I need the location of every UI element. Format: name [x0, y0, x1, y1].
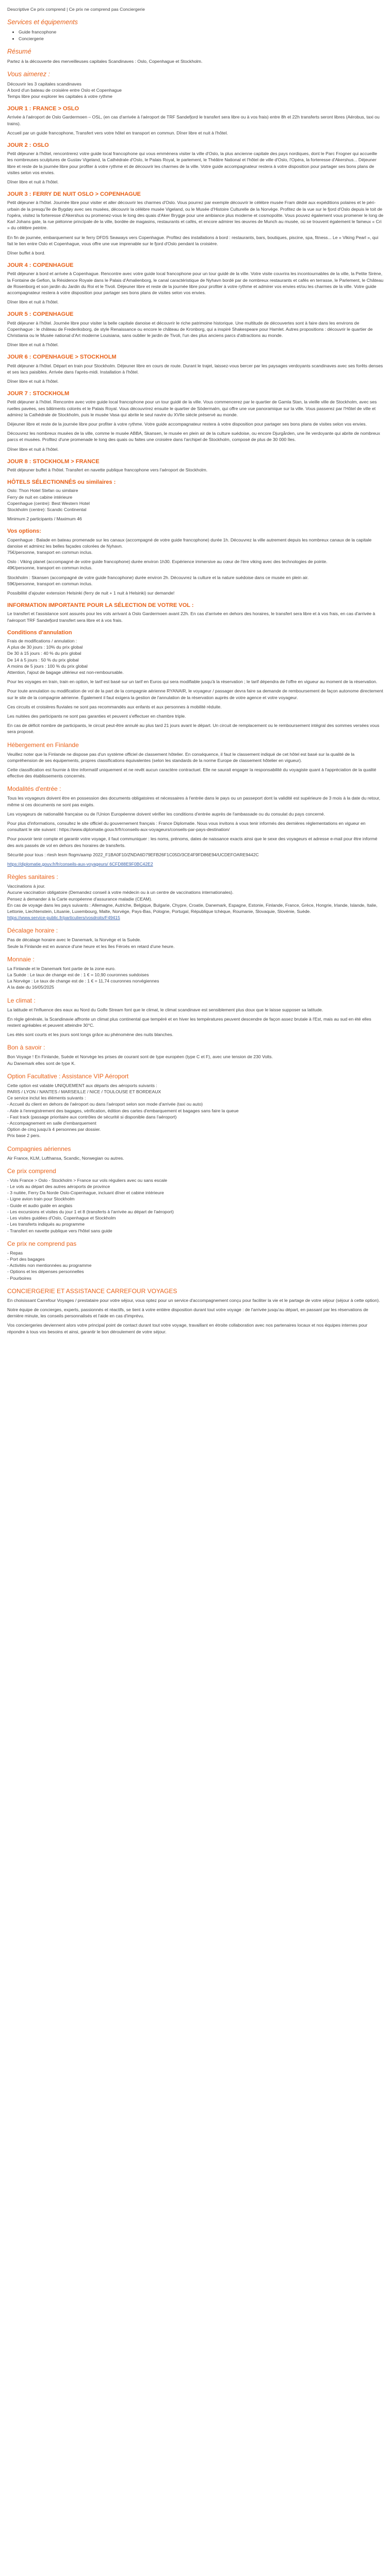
non-inclus-item: - Options et les dépenses personnelles	[7, 1269, 84, 1275]
conditions-line: Attention, l'ajout de bagage ultérieur est non-remboursable.	[7, 669, 124, 675]
inclus-item: - Guide et audio guide en anglais	[7, 1202, 73, 1208]
conditions-line: A moins de 5 jours : 100 % du prix global	[7, 663, 88, 669]
conditions-line: De 14 à 5 jours : 50 % du prix global	[7, 657, 79, 663]
regles-text: En cas de voyage dans les pays suivants : Allemagne, Autriche, Belgique, Bulgarie, Chypre, Croatie, Danemark, Espagne, Estonie, Finlande, France, Grèce, Hongrie, Irlande, Islande, Italie, Lettonie, Liechtenstein, Lituanie, Luxembourg, Malte, Norvège, Pays-Bas, Pologne, Portugal, République tchèque, Roumanie, Slovaquie, Slovénie, Suède.	[7, 902, 378, 914]
hotel-line: Copenhague (centre): Best Western Hotel	[7, 500, 90, 506]
conciergerie-heading: CONCIERGERIE ET ASSISTANCE CARREFOUR VOYAGES	[7, 1287, 177, 1295]
hotels-note: Minimum 2 participants / Maximum 46	[7, 516, 82, 522]
climat-text: Les étés sont courts et les jours sont longs grâce au phénomène des nuits blanches.	[7, 1032, 173, 1038]
assistance-text: - Aide à l'enregistrement des bagages, vérification, édition des cartes d'embarquement et bagages sans faire la queue	[7, 1108, 239, 1113]
day-heading: JOUR 5 : COPENHAGUE	[7, 311, 74, 318]
day-text: Déjeuner libre et reste de la journée libre pour profiter à votre rythme. Votre guide accompagnateur restera à votre disposition pour partager ses bons plans de visites selon vos envies.	[7, 421, 367, 427]
modalites-text: Les voyageurs de nationalité française ou de l'Union Européenne doivent vérifier les conditions d'entrée auprès de l'ambassade ou du consulat du pays concerné.	[7, 811, 325, 817]
vous-aimerez-heading: Vous aimerez :	[7, 71, 50, 78]
hotel-line: Ferry de nuit en cabine intérieure	[7, 494, 73, 500]
climat-text: En règle générale, la Scandinavie affronte un climat plus continental que tempéré et en hiver les températures peuvent descendre de façon assez brutale à l'Est, mais au sud en été elles restent agréables et peuvent atteindre 30°C.	[7, 1016, 371, 1028]
non-inclus-item: - Port des bagages	[7, 1256, 45, 1262]
inclus-item: - Ligne avion train pour Stockholm	[7, 1196, 75, 1202]
assistance-text: Cette option est valable UNIQUEMENT aux départs des aéroports suivants :	[7, 1082, 157, 1088]
monnaie-text: La Suède : Le taux de change est de : 1 € = 10,90 couronnes suédoises	[7, 972, 149, 978]
options-heading: Vos options:	[7, 528, 41, 535]
climat-text: La latitude et l'influence des eaux au Nord du Golfe Stream font que le climat, le climat scandinave est sensiblement plus doux que le laisse supposer sa latitude.	[7, 1007, 323, 1012]
vous-aimerez-line: A bord d'un bateau de croisière entre Oslo et Copenhague	[7, 87, 122, 93]
day-text: Petit déjeuner à l'hôtel. Journée libre pour visiter la belle capitale danoise et découvrir le riche patrimoine historique. Une multitude de découvertes sont à faire dans les environs de Copenhague : le château de Frederiksborg, de style Renaissance ou encore le château de Kronborg, qui a inspiré Shakespeare pour Hamlet. Autres propositions : découvrir le quartier de Christiania ou le Musée national d'Art moderne Louisiana, sans oublier le jardin de Tivoli, l'un des plus anciens parcs d'attractions au monde.	[7, 320, 373, 338]
assistance-text: Prix base 2 pers.	[7, 1133, 41, 1139]
non-inclus-item: - Repas	[7, 1250, 23, 1256]
day-heading: JOUR 1 : FRANCE > OSLO	[7, 106, 79, 112]
inclus-item: - Les visites guidées d'Oslo, Copenhague et Stockholm	[7, 1215, 116, 1221]
document-title-line: Descriptive Ce prix comprend | Ce prix ne comprend pas Conciergerie	[7, 7, 145, 12]
modalites-text: Pour pouvoir tenir compte et garantir votre voyage, il faut communiquer : les noms, prénoms, dates de naissance exacts ainsi que le sexe des voyageurs et adresse e-mail pour être informé des avis passés de vol en dehors des horaires de transferts.	[7, 836, 378, 848]
option-extension: Possibilité d'ajouter extension Helsinki (ferry de nuit + 1 nuit à Helsinki) sur demande!	[7, 590, 175, 596]
assistance-text: - Accompagnement en salle d'embarquement	[7, 1121, 96, 1126]
modalites-text: Tous les voyageurs doivent être en possession des documents obligatoires et nécessaires à l'entrée dans le pays ou un passeport dont la validité est supérieure de 3 mois à la date du retour, même si ces documents ne sont pas exigés.	[7, 795, 380, 807]
non-inclus-heading: Ce prix ne comprend pas	[7, 1240, 77, 1247]
assistance-text: PARIS / LYON / NANTES / MARSEILLE / NICE / TOULOUSE ET BORDEAUX	[7, 1089, 161, 1095]
day-text: Découvrez les nombreux musées de la ville, comme le musée ABBA, Skansen, le musée en plein air de la culture suédoise, ou encore Djurgården, une île verdoyante qui abrite de nombreux parcs et musées. Profitez d'une promenade le long des quais ou faites une croisière dans l'archipel de Stockholm, composé de plus de 30 000 îles.	[7, 431, 380, 443]
regles-text: Pensez à demander à la Carte européenne d'assurance maladie (CEAM).	[7, 896, 153, 902]
conditions-line: De 30 à 15 jours : 40 % du prix global	[7, 651, 82, 656]
inclus-item: - Transfert en navette publique vers l'hôtel sans guide	[7, 1228, 112, 1233]
day-text: Arrivée à l'aéroport de Oslo Gardermoen – OSL, (en cas d'arrivée à l'aéroport de TRF Sandefjord le transfert sera libre ou à vos frais) entre 8h et 22h transferts seront libres (Aérobus, taxi ou trains).	[7, 114, 380, 126]
inclus-item: - Le vols au départ des autres aéroports de province	[7, 1184, 110, 1190]
day-text: Petit déjeuner à l'hôtel. Rencontre avec votre guide local francophone pour un tour guidé de la ville. Vous commencerez par le quartier de Gamla Stan, la vieille ville de Stockholm, avec ses ruelles pavées, ses bâtiments colorés et le Palais Royal. Vous découvrirez ensuite le quartier de Södermalm, qui offre une vue panoramique sur la ville. Vous passerez par l'Hôtel de ville et admirez la Cathédrale de Stockholm, puis le musée Vasa qui abrite le seul navire du XVIIe siècle préservé au monde.	[7, 399, 377, 417]
conditions-text: Pour toute annulation ou modification de vol de la part de la compagnie aérienne RYANAIR, le voyageur / passager devra faire sa demande de remboursement de façon autonome directement sur le site de la compagnie aérienne. Également il faut exigera la gestion de l'annulation de la réservation auprès de votre agence et votre voyageur.	[7, 688, 383, 700]
day-text: Dîner libre et nuit à l'hôtel.	[7, 342, 59, 348]
bon-savoir-text: Bon Voyage ! En Finlande, Suède et Norvège les prises de courant sont de type européen (type C et F), avec une tension de 230 Volts.	[7, 1054, 273, 1060]
day-heading: JOUR 8 : STOCKHOLM > FRANCE	[7, 458, 100, 465]
non-inclus-item: - Pourboires	[7, 1275, 31, 1281]
day-text: Dîner libre et nuit à l'hôtel.	[7, 446, 59, 452]
monnaie-text: La Norvège : Le taux de change est de : 1 € = 11,74 couronnes norvégiennes	[7, 978, 159, 984]
day-heading: JOUR 4 : COPENHAGUE	[7, 262, 74, 269]
day-text: Petit déjeuner à l'hôtel. Départ en train pour Stockholm. Déjeuner libre en cours de route. Durant le trajet, laissez-vous bercer par les paysages verdoyants scandinaves avec ses forêts denses et ses lacs paisibles. Arrivée dans l'après-midi. Installation à l'hôtel.	[7, 363, 383, 375]
regles-link[interactable]	[7, 914, 384, 921]
day-text: Petit déjeuner à bord et arrivée à Copenhague. Rencontre avec votre guide local francophone pour un tour guidé de la ville. Votre visite couvrira les incontournables de la ville, la Petite Sirène, la Fontaine de Gefion, la Résidence Royale dans le Palais d'Amalienborg, le canal caractéristique de Nyhavn bordé par de nombreux restaurants et cafés en terrasse, le Parlement, le Château de Rosenborg et son jardin du Jardin du Roi et le Tivoli. Déjeuner libre et reste de la journée libre pour profiter à votre rythme et admirer vos envies et/ou les charmes de la ville. Votre guide accompagnateur restera à votre disposition pour partager ses bons plans de visites selon vos envies.	[7, 271, 384, 295]
conditions-text: Ces circuits et croisières fluviales ne sont pas recommandés aux enfants et aux personnes à mobilité réduite.	[7, 704, 222, 709]
day-text: Accueil par un guide francophone, Transfert vers votre hôtel en transport en commun. Dîner libre et nuit à l'hôtel.	[7, 130, 228, 135]
finland-text: Cette classification est fournie à titre informatif uniquement et ne revêt aucun caractère contractuel. Elle ne saurait engager la responsabilité du voyagiste quant à l'appréciation de la qualité effective des établissements concernés.	[7, 767, 377, 779]
conciergerie-text: Vos conciergeries deviennent alors votre principal point de contact durant tout votre voyage, travaillant en étroite collaboration avec nos partenaires locaux et nos équipes internes pour répondre à tous vos besoins et ainsi, garantir le bon déroulement de votre séjour.	[7, 1323, 368, 1334]
option-text: Oslo : Viking planet (accompagné de votre guide francophone) durée environ 1h30. Expérience immersive au cœur de l'ère viking avec des technologies de pointe.	[7, 559, 328, 565]
modalites-text: Pour plus d'informations, consultez le site officiel du gouvernement français : France Diplomatie. Nous vous invitons à vous tenir informés des dernières réglementations en vigueur en consultant le site suivant : https://www.diplomatie.gouv.fr/fr/conseils-aux-voyageurs/conseils-par-pays-destination/	[7, 820, 366, 833]
decalage-heading: Décalage horaire :	[7, 927, 58, 935]
day-heading: JOUR 3 : FERRY DE NUIT OSLO > COPENHAGUE	[7, 191, 141, 198]
conditions-line: A plus de 30 jours : 10% du prix global	[7, 645, 83, 650]
decalage-text: Pas de décalage horaire avec le Danemark, la Norvège et la Suède.	[7, 937, 141, 943]
option-text: Copenhague : Balade en bateau promenade sur les canaux (accompagné de votre guide francophone) durée 1h. Découvrez la ville autrement depuis les nombreux canaux de la capitale danoise et admirez les belles façades colorées de Nyhavn.	[7, 537, 372, 549]
compagnies-text: Air France, KLM, Lufthansa, Scandic, Norwegian ou autres.	[7, 1155, 124, 1161]
conciergerie-text: Notre équipe de concierges, experts, passionnés et réactifs, se tient à votre entière disposition durant tout votre voyage : de l'arrivée jusqu'au départ, en passant par les réservations de dernière minute, les conseils personnalisés et l'aide en cas d'imprévu.	[7, 1307, 368, 1319]
option-price: 49€/personne, transport en commun inclus.	[7, 565, 93, 571]
important-heading: INFORMATION IMPORTANTE POUR LA SÉLECTION DE VOTRE VOL :	[7, 602, 194, 609]
day-heading: JOUR 2 : OSLO	[7, 142, 49, 149]
day-text: Dîner buffet à bord.	[7, 250, 45, 256]
decalage-text: Seule la Finlande est en avance d'une heure et les îles Féroés en retard d'une heure.	[7, 943, 175, 949]
day-text: Dîner libre et nuit à l'hôtel.	[7, 179, 59, 185]
services-heading: Services et équipements	[7, 19, 78, 26]
services-item: • Guide francophone	[19, 29, 384, 35]
day-text: Petit déjeuner buffet à l'hôtel. Transfert en navette publique francophone vers l'aéroport de Stockholm.	[7, 467, 208, 472]
conditions-text: En cas de déficit nombre de participants, le circuit peut-être annulé au plus tard 21 jours avant le départ. Un circuit de remplacement ou le remboursement intégral des sommes versées vous sera proposé.	[7, 723, 380, 735]
conditions-text: Les nuitées des participants ne sont pas garanties et peuvent s'effectuer en chambre triple.	[7, 713, 186, 719]
day-heading: JOUR 6 : COPENHAGUE > STOCKHOLM	[7, 354, 117, 361]
modalites-url[interactable]: https://diplomatie.gouv.fr/fr/conseils-aux-voyageurs/ 6CFD88E9F0BC42E2	[7, 861, 153, 867]
modalites-heading: Modalités d'entrée :	[7, 785, 61, 793]
regles-text: Aucune vaccination obligatoire (Demandez conseil à votre médecin ou à un centre de vaccinations internationales).	[7, 890, 234, 895]
assistance-text: Option de cinq jusqu'à 4 personnes par dossier.	[7, 1127, 101, 1132]
bon-savoir-text: Au Danemark elles sont de type K.	[7, 1060, 76, 1066]
day-text: En fin de journée, embarquement sur le ferry DFDS Seaways vers Copenhague. Profitez des installations à bord : restaurants, bars, boutiques, piscine, spa, fitness... Le « Viking Pearl », qui fait le lien entre Oslo et Copenhague, vous offre une vue imprenable sur le fjord d'Oslo pendant la croisière.	[7, 234, 379, 246]
monnaie-text: La Finlande et le Danemark font partie de la zone euro.	[7, 965, 116, 971]
inclus-heading: Ce prix comprend	[7, 1167, 56, 1175]
day-text: Petit déjeuner à l'hôtel, rencontrerez votre guide local francophone qui vous emmènera visiter la ville d'Oslo, la plus ancienne capitale des pays nordiques, dont le Parc Frogner qui accueille les nombreuses sculptures de Gustav Vigeland, la Cathédrale d'Oslo, le Palais Royal, le parlement, le Théâtre National et l'hôtel de ville d'Oslo, l'Opéra, la forteresse d'Akershus... Déjeuner libre et reste de la journée libre pour profiter à votre rythme et de découvrir les charmes de la ville. Votre guide accompagnateur restera à votre disposition pour partager ses bons plans de visites selon vos envies.	[7, 151, 377, 175]
regles-text: Vaccinations à jour.	[7, 884, 45, 889]
modalites-link[interactable]	[7, 861, 384, 867]
day-text: Dîner libre et nuit à l'hôtel.	[7, 299, 59, 305]
conditions-line: Frais de modifications / annulation :	[7, 638, 77, 643]
monnaie-heading: Monnaie :	[7, 955, 35, 963]
option-text: Stockholm : Skansen (accompagné de votre guide francophone) durée environ 2h. Découvrez la culture et la nature suédoise dans ce musée en plein air.	[7, 574, 309, 580]
vous-aimerez-line: Découvrir les 3 capitales scandinaves	[7, 81, 82, 87]
finland-text: Veuillez noter que la Finlande ne dispose pas d'un système officiel de classement hôtelier. En conséquence, il faut le classement indiqué de cet hôtel est basé sur la qualité de la compréhension de ses équipements, propres classifications équivalentes (selon les standards de la norme Europe de classement hôtelier en vigueur).	[7, 751, 355, 763]
monnaie-text: A la date du 16/05/2025	[7, 985, 54, 990]
bon-savoir-heading: Bon à savoir :	[7, 1044, 45, 1052]
day-heading: JOUR 7 : STOCKHOLM	[7, 391, 70, 397]
hotel-line: Oslo: Thon Hotel Stefan ou similaire	[7, 488, 78, 494]
option-price: 59€/personne, transport en commun inclus.	[7, 581, 93, 586]
important-text: Le transfert et l'assistance sont assurés pour les vols arrivant à Oslo Gardermoen avant 22h. En cas d'arrivée en dehors des horaires, le transfert sera libre et à vos frais, en cas d'arrivée à l'aéroport TRF Sandefjord transfert sera libre et à vos frais.	[7, 611, 376, 623]
regles-url[interactable]: https://www.service-public.fr/particuliers/vosdroits/F49415	[7, 915, 120, 921]
assistance-heading: Option Facultative : Assistance VIP Aéroport	[7, 1072, 129, 1080]
assistance-text: Ce service inclut les éléments suivants :	[7, 1095, 86, 1101]
inclus-item: - Les excursions et visites du jour 1 et 8 (transferts à l'arrivée au départ de l'aéroport)	[7, 1209, 174, 1214]
conditions-text: Pour les voyages en train, train en option, le tarif est basé sur un tarif en Euros qui sera modifiable jusqu'à la réservation ; le tarif dépendra de l'offre en vigueur au moment de la réservation.	[7, 679, 378, 685]
conditions-heading: Conditions d'annulation	[7, 629, 72, 636]
climat-heading: Le climat :	[7, 996, 36, 1004]
assistance-text: - Accueil du client en dehors de l'aéroport ou dans l'aéroport selon son mode d'arrivée (taxi ou auto)	[7, 1101, 203, 1107]
vous-aimerez-line: Temps libre pour explorer les capitales à votre rythme	[7, 94, 112, 99]
hotels-heading: HÔTELS SÉLECTIONNÉS ou similaires :	[7, 479, 116, 486]
non-inclus-item: - Activités non mentionnées au programme	[7, 1263, 92, 1268]
inclus-item: - Les transferts indiqués au programme	[7, 1222, 85, 1227]
option-price: 75€/personne, transport en commun inclus.	[7, 549, 93, 555]
regles-heading: Règles sanitaires :	[7, 873, 58, 881]
services-item: • Conciergerie	[19, 36, 384, 42]
compagnies-heading: Compagnies aériennes	[7, 1145, 71, 1153]
day-text: Dîner libre et nuit à l'hôtel.	[7, 378, 59, 384]
resume-heading: Résumé	[7, 48, 31, 56]
resume-text: Partez à la découverte des merveilleuses capitales Scandinaves : Oslo, Copenhague et Stockholm.	[7, 58, 203, 64]
services-list	[7, 29, 384, 42]
assistance-text: - Fast track (passage prioritaire aux contrôles de sécurité si disponible dans l'aéroport)	[7, 1114, 177, 1120]
inclus-item: - Vols France > Oslo - Stockholm > France sur vols réguliers avec ou sans escale	[7, 1177, 167, 1183]
inclus-item: - 3 nuitée, Ferry Da Norde Oslo-Copenhague, incluant dîner et cabine intérieure	[7, 1190, 164, 1196]
finland-heading: Hébergement en Finlande	[7, 741, 79, 749]
modalites-text: Sécurité pour tous : rtesh lesm flogm/aamp 2022_F1BA0F10/ZNDA6D79EFB26F1C05D/3CE4F9FD86E94/UCDEFOARE9442C	[7, 852, 259, 857]
conciergerie-text: En choisissant Carrefour Voyages / prestataire pour votre séjour, vous optez pour un service d'accompagnement conçu pour faciliter la vie et le partage de votre séjour (séjour à cette option).	[7, 1297, 380, 1303]
hotel-line: Stockholm (centre): Scandic Continental	[7, 506, 87, 512]
day-text: Petit déjeuner à l'hôtel. Journée libre pour visiter et aller découvrir les charmes d'Oslo. Vous pourrez par exemple découvrir le célèbre musée Fram dédié aux expéditions polaires et le péri-urbain de la presqu'île de Bygdøy avec ses musées, découvrir la célèbre musée Vigeland, ou le Musée d'Histoire Culturelle de la Norvège. Profitez de la vue sur le fjord d'Oslo depuis le toit de l'opéra, visitez la forteresse d'Akershus ou promenez-vous le long des quais d'Aker Brygge pour une ambiance plus moderne et cosmopolite. Vous pouvez également vous promener le long de Karl Johans gate, la rue piétonne principale de la ville, bordée de magasins, restaurants et cafés, et encore admirer les œuvres de Munch au musée, où se trouvent également le fameux « Cri » du célèbre peintre.	[7, 200, 384, 231]
